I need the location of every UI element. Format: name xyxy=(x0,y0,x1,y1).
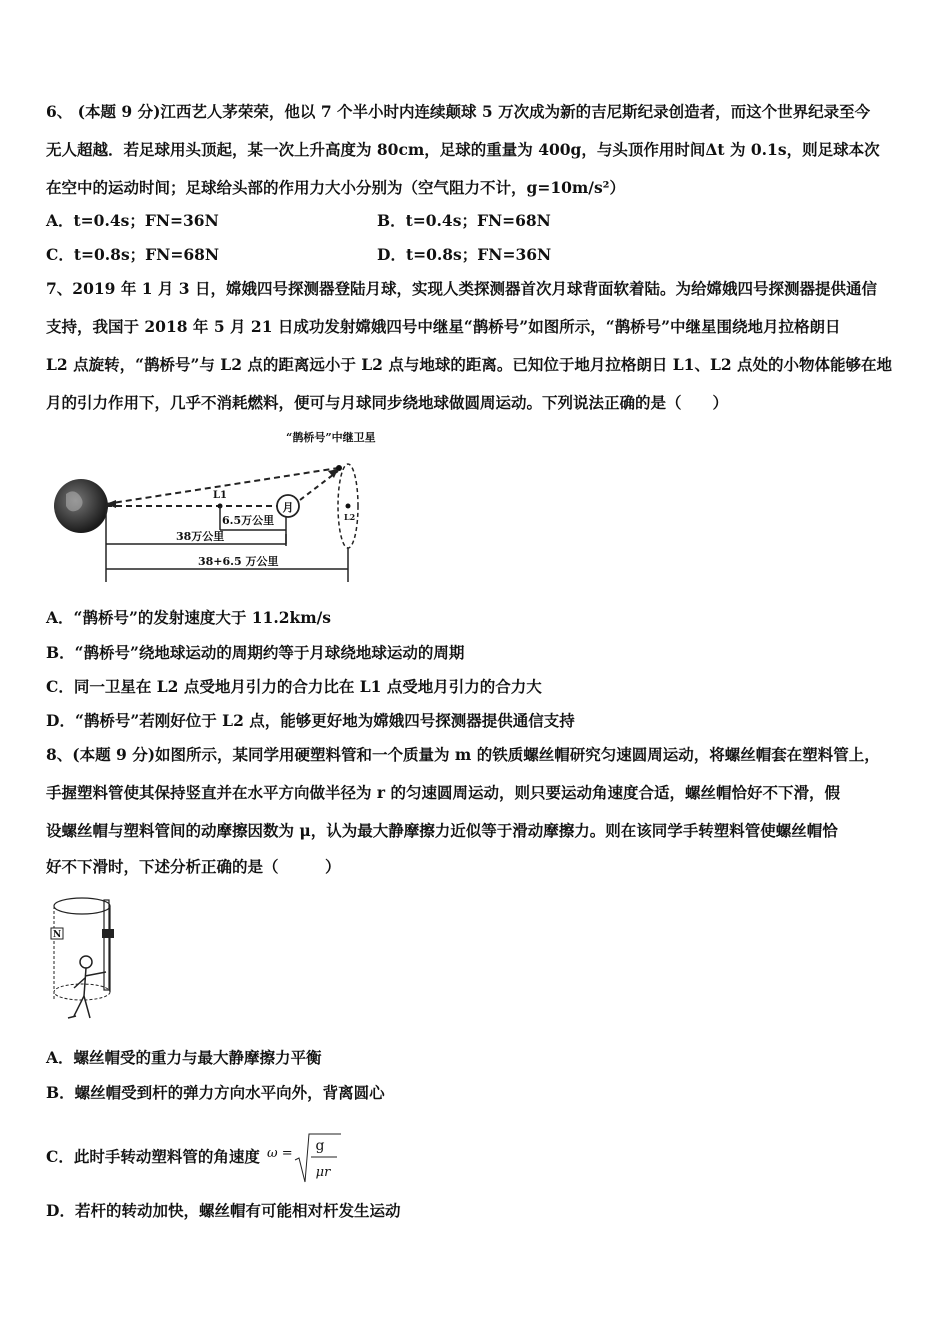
q7-line-3: L2 点旋转，“鹊桥号”与 L2 点的距离远小于 L2 点与地球的距离。已知位于地月拉格朗日 L1、L2 点处的小物体能够在地 xyxy=(46,355,893,374)
earth-moon-lagrange-figure xyxy=(46,424,376,588)
q6-option-a[interactable]: A．t=0.4s；FN=36N xyxy=(46,211,219,230)
q7-line-4: 月的引力作用下，几乎不消耗燃料，便可与月球同步绕地球做圆周运动。下列说法正确的是（ ） xyxy=(46,393,729,412)
q6-option-d[interactable]: D．t=0.8s；FN=36N xyxy=(377,245,552,264)
omega-formula xyxy=(265,1130,345,1186)
q7-option-b[interactable]: B．“鹊桥号”绕地球运动的周期约等于月球绕地球运动的周期 xyxy=(46,643,465,662)
q7-option-c[interactable]: C．同一卫星在 L2 点受地月引力的合力比在 L1 点受地月引力的合力大 xyxy=(46,677,542,696)
l1-label: L1 xyxy=(213,490,227,501)
rotating-tube-figure xyxy=(46,892,126,1027)
dist-38-label: 38万公里 xyxy=(176,530,225,543)
nut-label: N xyxy=(53,930,62,940)
q6-line-1: 6、 (本题 9 分)江西艺人茅荣荣，他以 7 个半小时内连续颠球 5 万次成为新的吉尼斯纪录创造者，而这个世界纪录至今 xyxy=(46,102,871,121)
person-head-icon xyxy=(80,956,92,968)
satellite-label: “鹊桥号”中继卫星 xyxy=(286,431,376,444)
q8-line-2: 手握塑料管使其保持竖直并在水平方向做半径为 r 的匀速圆周运动，则只要运动角速度合适，螺丝帽恰好不下滑，假 xyxy=(46,783,840,802)
plastic-tube xyxy=(104,900,109,990)
q6-line-2: 无人超越．若足球用头顶起，某一次上升高度为 80cm，足球的重量为 400g，与头顶作用时间Δt 为 0.1s，则足球本次 xyxy=(46,140,880,159)
formula-numerator: g xyxy=(315,1138,325,1154)
q8-option-a[interactable]: A．螺丝帽受的重力与最大静摩擦力平衡 xyxy=(46,1048,322,1067)
q8-line-3: 设螺丝帽与塑料管间的动摩擦因数为 μ，认为最大静摩擦力近似等于滑动摩擦力。则在该同学手转塑料管使螺丝帽恰 xyxy=(46,821,838,840)
q8-line-1: 8、(本题 9 分)如图所示，某同学用硬塑料管和一个质量为 m 的铁质螺丝帽研究匀速圆周运动，将螺丝帽套在塑料管上， xyxy=(46,745,880,764)
q8-option-d[interactable]: D．若杆的转动加快，螺丝帽有可能相对杆发生运动 xyxy=(46,1201,401,1220)
q8-option-c-text: C．此时手转动塑料管的角速度 xyxy=(46,1147,260,1166)
l2-label: L2 xyxy=(344,512,356,522)
q7-option-a[interactable]: A．“鹊桥号”的发射速度大于 11.2km/s xyxy=(46,608,332,627)
dist-65-label: 6.5万公里 xyxy=(222,514,275,527)
q7-line-2: 支持，我国于 2018 年 5 月 21 日成功发射嫦娥四号中继星“鹊桥号”如图所示，“鹊桥号”中继星围绕地月拉格朗日 xyxy=(46,317,841,336)
q8-option-b[interactable]: B．螺丝帽受到杆的弹力方向水平向外，背离圆心 xyxy=(46,1083,385,1102)
q6-option-c[interactable]: C．t=0.8s；FN=68N xyxy=(46,245,220,264)
q7-option-d[interactable]: D．“鹊桥号”若刚好位于 L2 点，能够更好地为嫦娥四号探测器提供通信支持 xyxy=(46,711,575,730)
formula-lhs: ω = xyxy=(267,1146,293,1161)
q6-option-b[interactable]: B．t=0.4s；FN=68N xyxy=(377,211,551,230)
moon-label: 月 xyxy=(282,501,294,514)
relay-satellite-icon xyxy=(336,465,342,471)
q8-option-c[interactable] xyxy=(46,1130,345,1186)
nut-icon xyxy=(102,929,114,938)
formula-denominator: μr xyxy=(315,1165,331,1180)
q7-line-1: 7、2019 年 1 月 3 日，嫦娥四号探测器登陆月球，实现人类探测器首次月球背面软着陆。为给嫦娥四号探测器提供通信 xyxy=(46,279,877,298)
dist-total-label: 38+6.5 万公里 xyxy=(198,555,279,568)
q6-line-3: 在空中的运动时间；足球给头部的作用力大小分别为（空气阻力不计，g=10m/s²） xyxy=(46,178,625,197)
q8-line-4: 好不下滑时，下述分析正确的是（ ） xyxy=(46,857,341,876)
